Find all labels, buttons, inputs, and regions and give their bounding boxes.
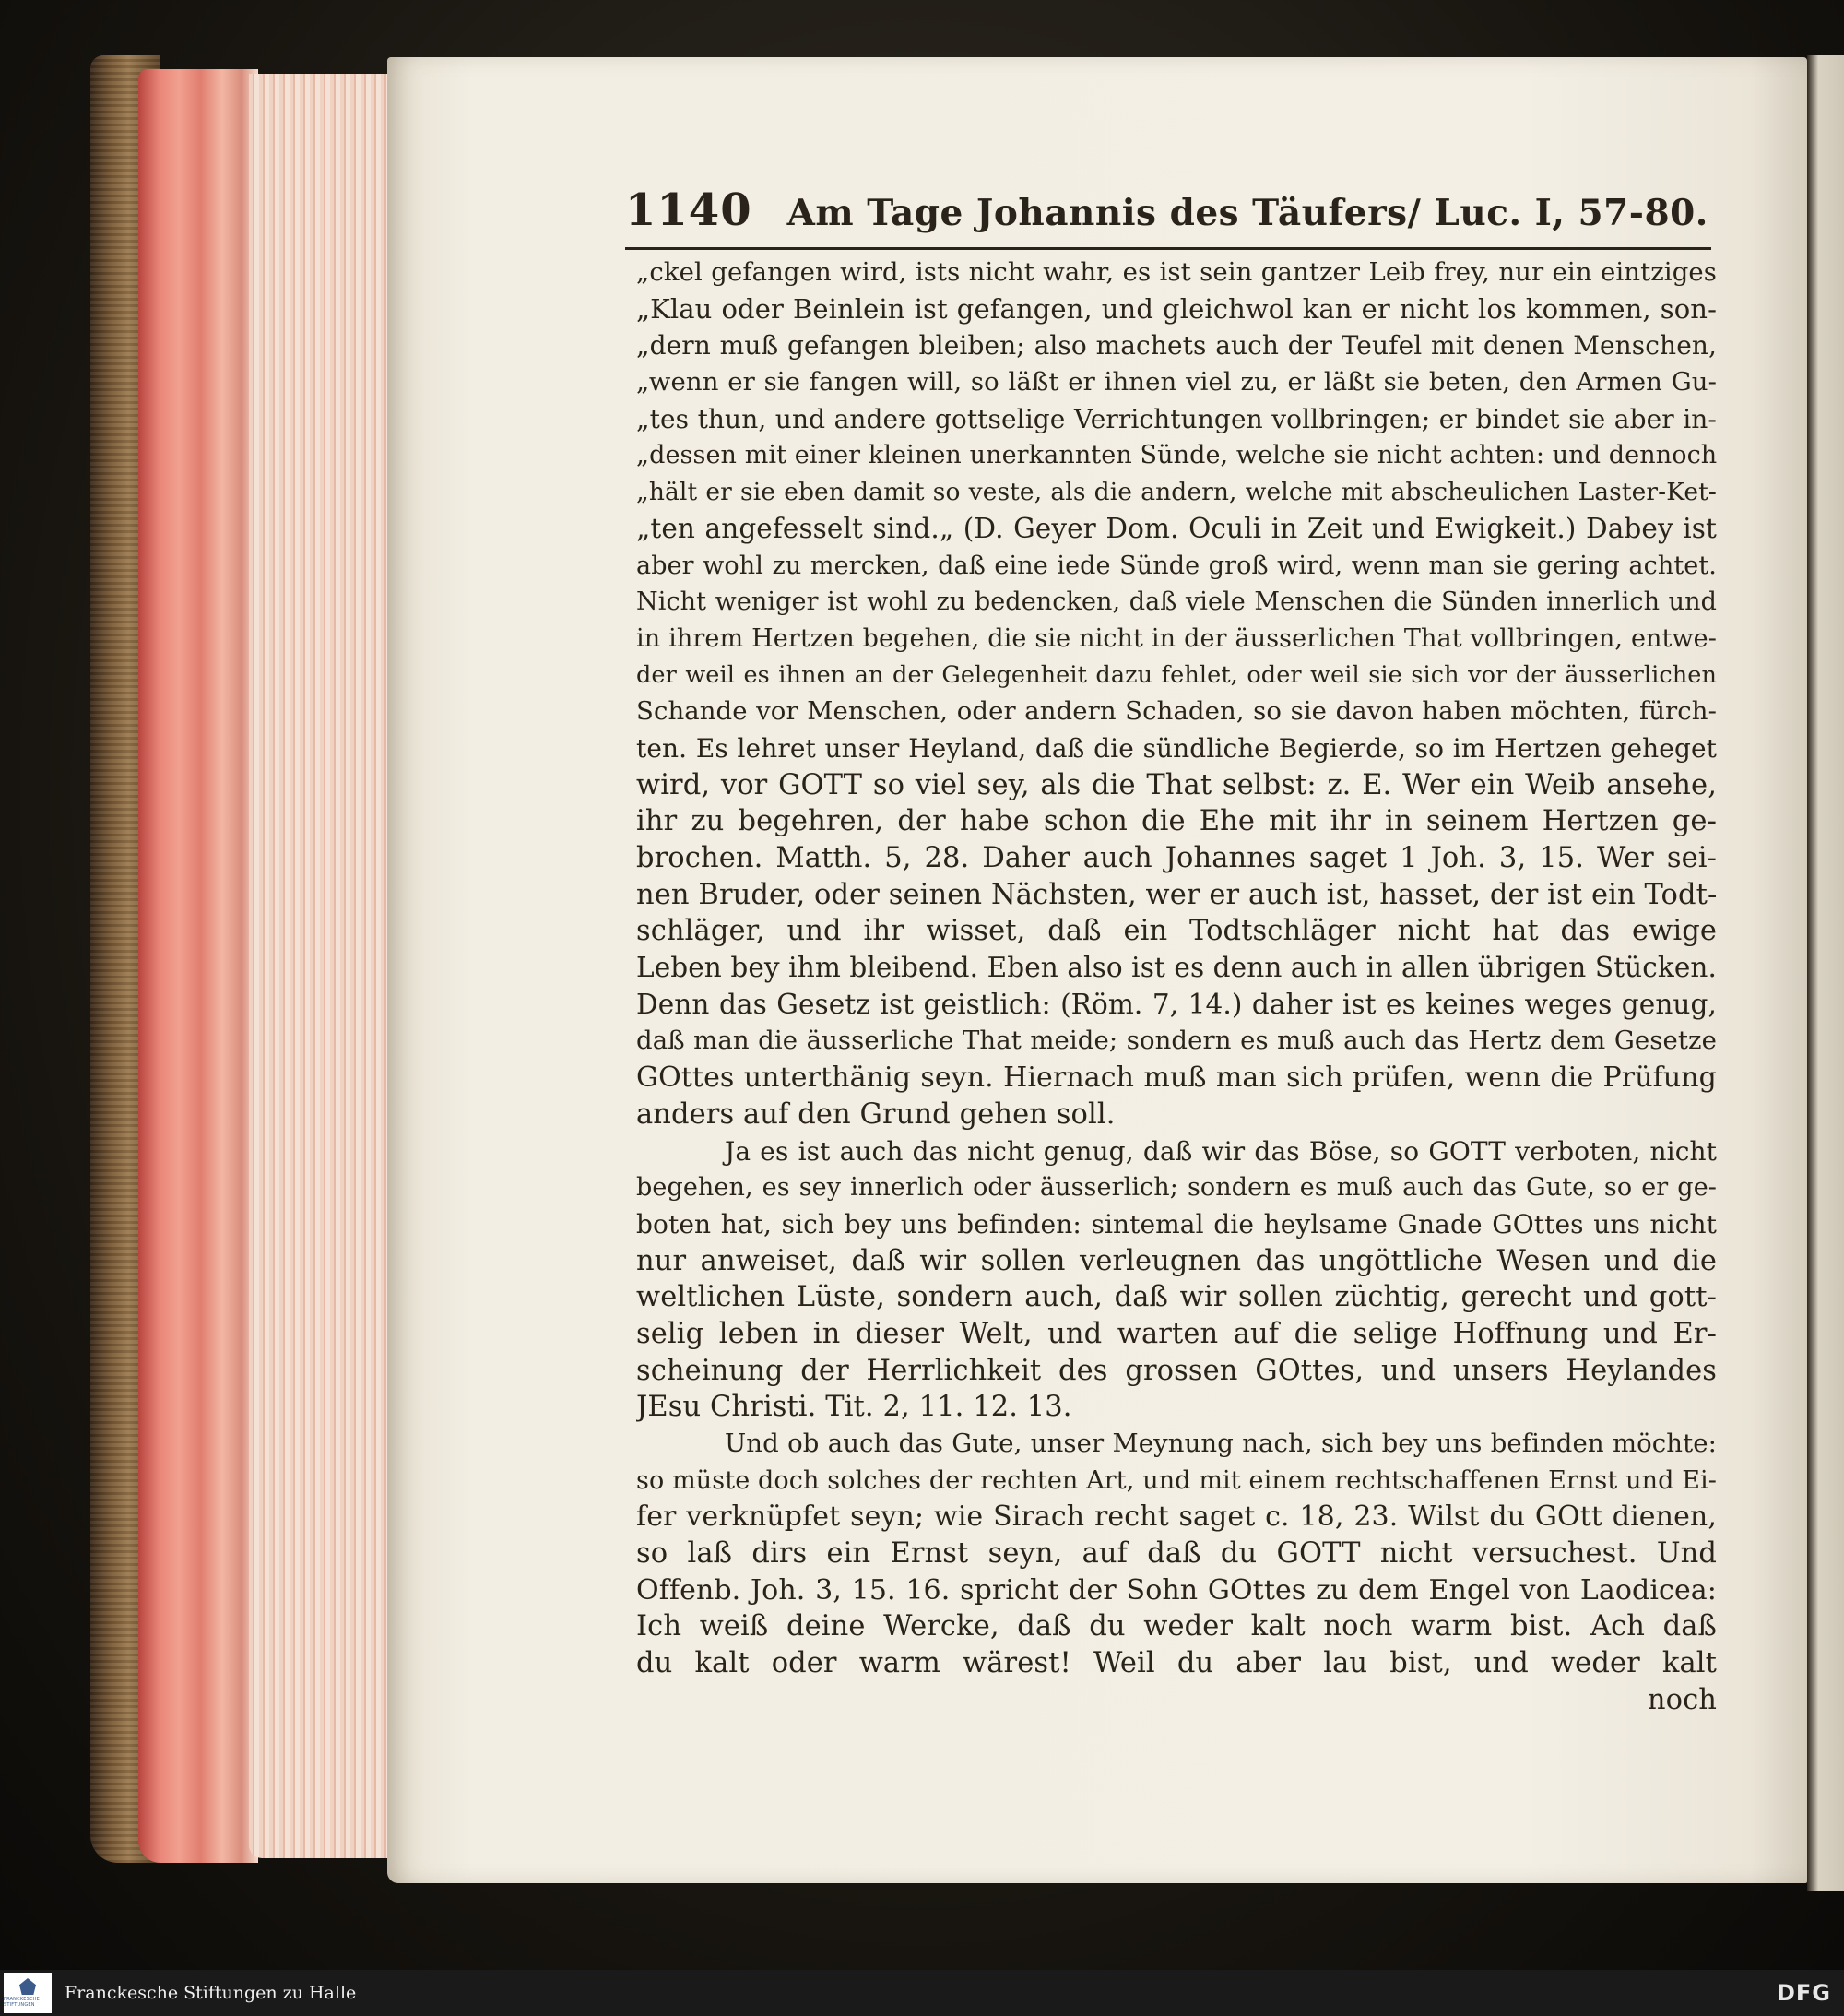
text-line: „ten angefesselt sind.„ (D. Geyer Dom. Oculi in Zeit und Ewigkeit.) Dabey ist xyxy=(636,512,1717,544)
text-line: nen Bruder, oder seinen Nächsten, wer er auch ist, hasset, der ist ein Todt- xyxy=(636,878,1717,911)
page-leaves xyxy=(249,74,396,1858)
text-line: GOttes unterthänig seyn. Hiernach muß man sich prüfen, wenn die Prüfung xyxy=(636,1061,1717,1095)
text-line: „ckel gefangen wird, ists nicht wahr, es ist sein gantzer Leib frey, nur ein eintziges xyxy=(636,257,1717,287)
text-line: brochen. Matth. 5, 28. Daher auch Johannes saget 1 Joh. 3, 15. Wer sei- xyxy=(636,842,1717,874)
text-line: „tes thun, und andere gottselige Verrichtungen vollbringen; er bindet sie aber in- xyxy=(636,403,1717,434)
text-line: „Klau oder Beinlein ist gefangen, und gleichwol kan er nicht los kommen, son- xyxy=(636,292,1717,325)
institution-name[interactable]: Franckesche Stiftungen zu Halle xyxy=(65,1983,357,2003)
text-line: Leben bey ihm bleibend. Eben also ist es denn auch in allen übrigen Stücken. xyxy=(636,952,1717,984)
logo-text: FRANCKESCHE STIFTUNGEN xyxy=(4,1997,41,2008)
text-line: Ja es ist auch das nicht genug, daß wir das Böse, so GOTT verboten, nicht xyxy=(725,1135,1717,1167)
text-line: ihr zu begehren, der habe schon die Ehe mit ihr in seinem Hertzen ge- xyxy=(636,805,1717,838)
page-number: 1140 xyxy=(625,184,752,236)
text-line: Ich weiß deine Wercke, daß du weder kalt noch warm bist. Ach daß xyxy=(636,1610,1717,1643)
text-line: Denn das Gesetz ist geistlich: (Röm. 7, 14.) daher ist es keines weges genug, xyxy=(636,988,1717,1020)
text-line: der weil es ihnen an der Gelegenheit dazu fehlet, oder weil sie sich vor der äusserlichen xyxy=(636,660,1717,689)
text-line: ten. Es lehret unser Heyland, daß die sündliche Begierde, so im Hertzen geheget xyxy=(636,732,1717,764)
text-line: „wenn er sie fangen will, so läßt er ihnen viel zu, er läßt sie beten, den Armen Gu- xyxy=(636,367,1717,397)
text-line: noch xyxy=(1647,1683,1717,1716)
text-line: Und ob auch das Gute, unser Meynung nach, sich bey uns befinden möchte: xyxy=(725,1429,1717,1458)
text-line: selig leben in dieser Welt, und warten auf die selige Hoffnung und Er- xyxy=(636,1317,1717,1350)
header-rule xyxy=(625,247,1711,250)
text-line: daß man die äusserliche That meide; sondern es muß auch das Hertz dem Gesetze xyxy=(636,1026,1717,1056)
text-line: scheinung der Herrlichkeit des grossen GOttes, und unsers Heylandes xyxy=(636,1354,1717,1387)
viewer-footer xyxy=(0,1970,1844,2016)
text-line: Schande vor Menschen, oder andern Schaden, so sie davon haben möchten, fürch- xyxy=(636,696,1717,727)
text-line: so müste doch solches der rechten Art, und mit einem rechtschaffenen Ernst und Ei- xyxy=(636,1465,1717,1495)
text-line: boten hat, sich bey uns befinden: sintemal die heylsame Gnade GOttes uns nicht xyxy=(636,1208,1717,1239)
body-text xyxy=(636,255,1717,1719)
text-line: „dern muß gefangen bleiben; also machets auch der Teufel mit denen Menschen, xyxy=(636,330,1717,362)
text-line: anders auf den Grund gehen soll. xyxy=(636,1097,1116,1131)
running-head xyxy=(625,184,1713,249)
text-line: Offenb. Joh. 3, 15. 16. spricht der Sohn GOttes zu dem Engel von Laodicea: xyxy=(636,1573,1717,1607)
text-line: „dessen mit einer kleinen unerkannten Sünde, welche sie nicht achten: und dennoch xyxy=(636,441,1717,470)
institution-logo[interactable] xyxy=(4,1973,52,2013)
text-line: JEsu Christi. Tit. 2, 11. 12. 13. xyxy=(636,1391,1072,1424)
text-line: aber wohl zu mercken, daß eine iede Sünde groß wird, wenn man sie gering achtet. xyxy=(636,551,1717,580)
text-line: fer verknüpfet seyn; wie Sirach recht saget c. 18, 23. Wilst du GOtt dienen, xyxy=(636,1500,1717,1534)
red-page-edges xyxy=(138,69,258,1863)
text-line: schläger, und ihr wisset, daß ein Todtschläger nicht hat das ewige xyxy=(636,915,1717,948)
text-line: weltlichen Lüste, sondern auch, daß wir sollen züchtig, gerecht und gott- xyxy=(636,1281,1717,1314)
text-line: „hält er sie eben damit so veste, als die andern, welche mit abscheulichen Laster-Ket- xyxy=(636,478,1717,507)
text-line: Nicht weniger ist wohl zu bedencken, daß viele Menschen die Sünden innerlich und xyxy=(636,587,1717,617)
text-line: in ihrem Hertzen begehen, die sie nicht in der äusserlichen That vollbringen, entwe- xyxy=(636,623,1717,653)
text-line: wird, vor GOTT so viel sey, als die That selbst: z. E. Wer ein Weib ansehe, xyxy=(636,768,1717,801)
text-line: so laß dirs ein Ernst seyn, auf daß du GOTT nicht versuchest. Und xyxy=(636,1537,1717,1571)
dfg-logo[interactable]: DFG xyxy=(1776,1980,1831,2006)
text-line: begehen, es sey innerlich oder äusserlich; sondern es muß auch das Gute, so er ge- xyxy=(636,1173,1717,1203)
logo-icon xyxy=(19,1978,36,1995)
running-title: Am Tage Johannis des Täufers/ Luc. I, 57-80. xyxy=(786,192,1708,234)
text-line: nur anweiset, daß wir sollen verleugnen das ungöttliche Wesen und die xyxy=(636,1244,1717,1277)
text-line: du kalt oder warm wärest! Weil du aber lau bist, und weder kalt xyxy=(636,1647,1717,1680)
facing-page-edge xyxy=(1807,55,1844,1891)
